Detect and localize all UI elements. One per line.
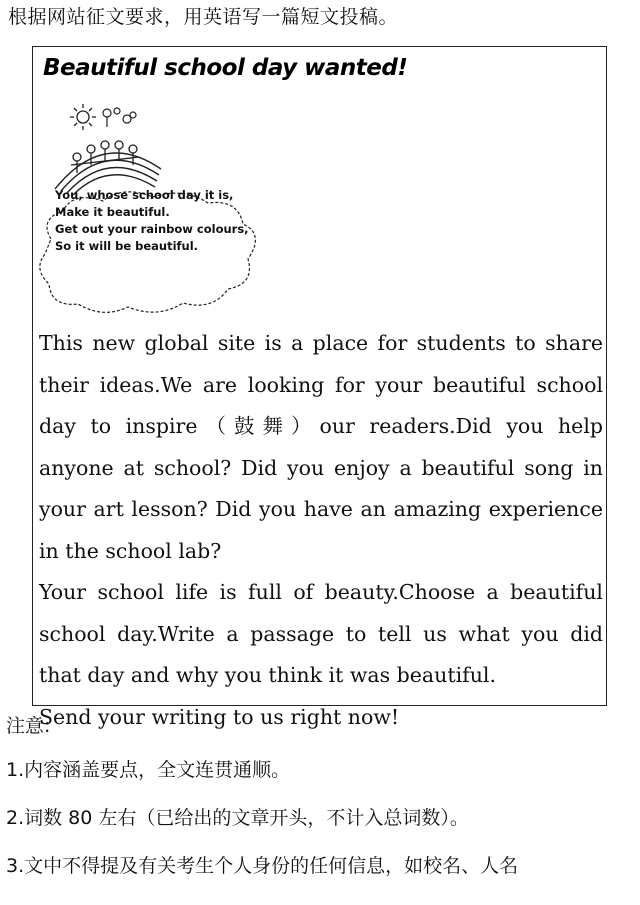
notes-section <box>6 706 636 890</box>
passage-paragraph: Your school life is full of beauty.Choose a beautiful school day.Write a passage to tell us what you did that day and why you think it was beautiful. <box>39 580 603 687</box>
sun-icon <box>70 104 96 130</box>
flower-icon <box>103 108 136 127</box>
note-item: 2.词数 80 左右（已给出的文章开头，不计入总词数）。 <box>6 807 469 829</box>
poem-line: So it will be beautiful. <box>55 239 199 253</box>
note-item: 3.文中不得提及有关考生个人身份的任何信息，如校名、人名 <box>6 855 519 877</box>
notice-title: Beautiful school day wanted! <box>43 55 408 81</box>
notice-passage <box>39 323 603 738</box>
notice-box <box>32 46 607 729</box>
notes-heading: 注意: <box>6 715 51 737</box>
poem <box>55 187 249 255</box>
passage-paragraph: Send your writing to us right now! <box>39 704 400 729</box>
task-instruction: 根据网站征文要求，用英语写一篇短文投稿。 <box>8 6 399 28</box>
poem-line: Make it beautiful. <box>55 205 170 219</box>
passage-paragraph: This new global site is a place for students to share their ideas.We are looking for your beautiful school day to inspire（鼓舞）our readers.Did you help anyone at school? Did you enjoy a beautiful song in your art lesson? Did you have an amazing experience in the school lab? <box>39 331 603 563</box>
note-item: 1.内容涵盖要点，全文连贯通顺。 <box>6 759 291 781</box>
poem-line: Get out your rainbow colours, <box>55 222 249 236</box>
poem-line: You, whose school day it is, <box>55 188 234 202</box>
